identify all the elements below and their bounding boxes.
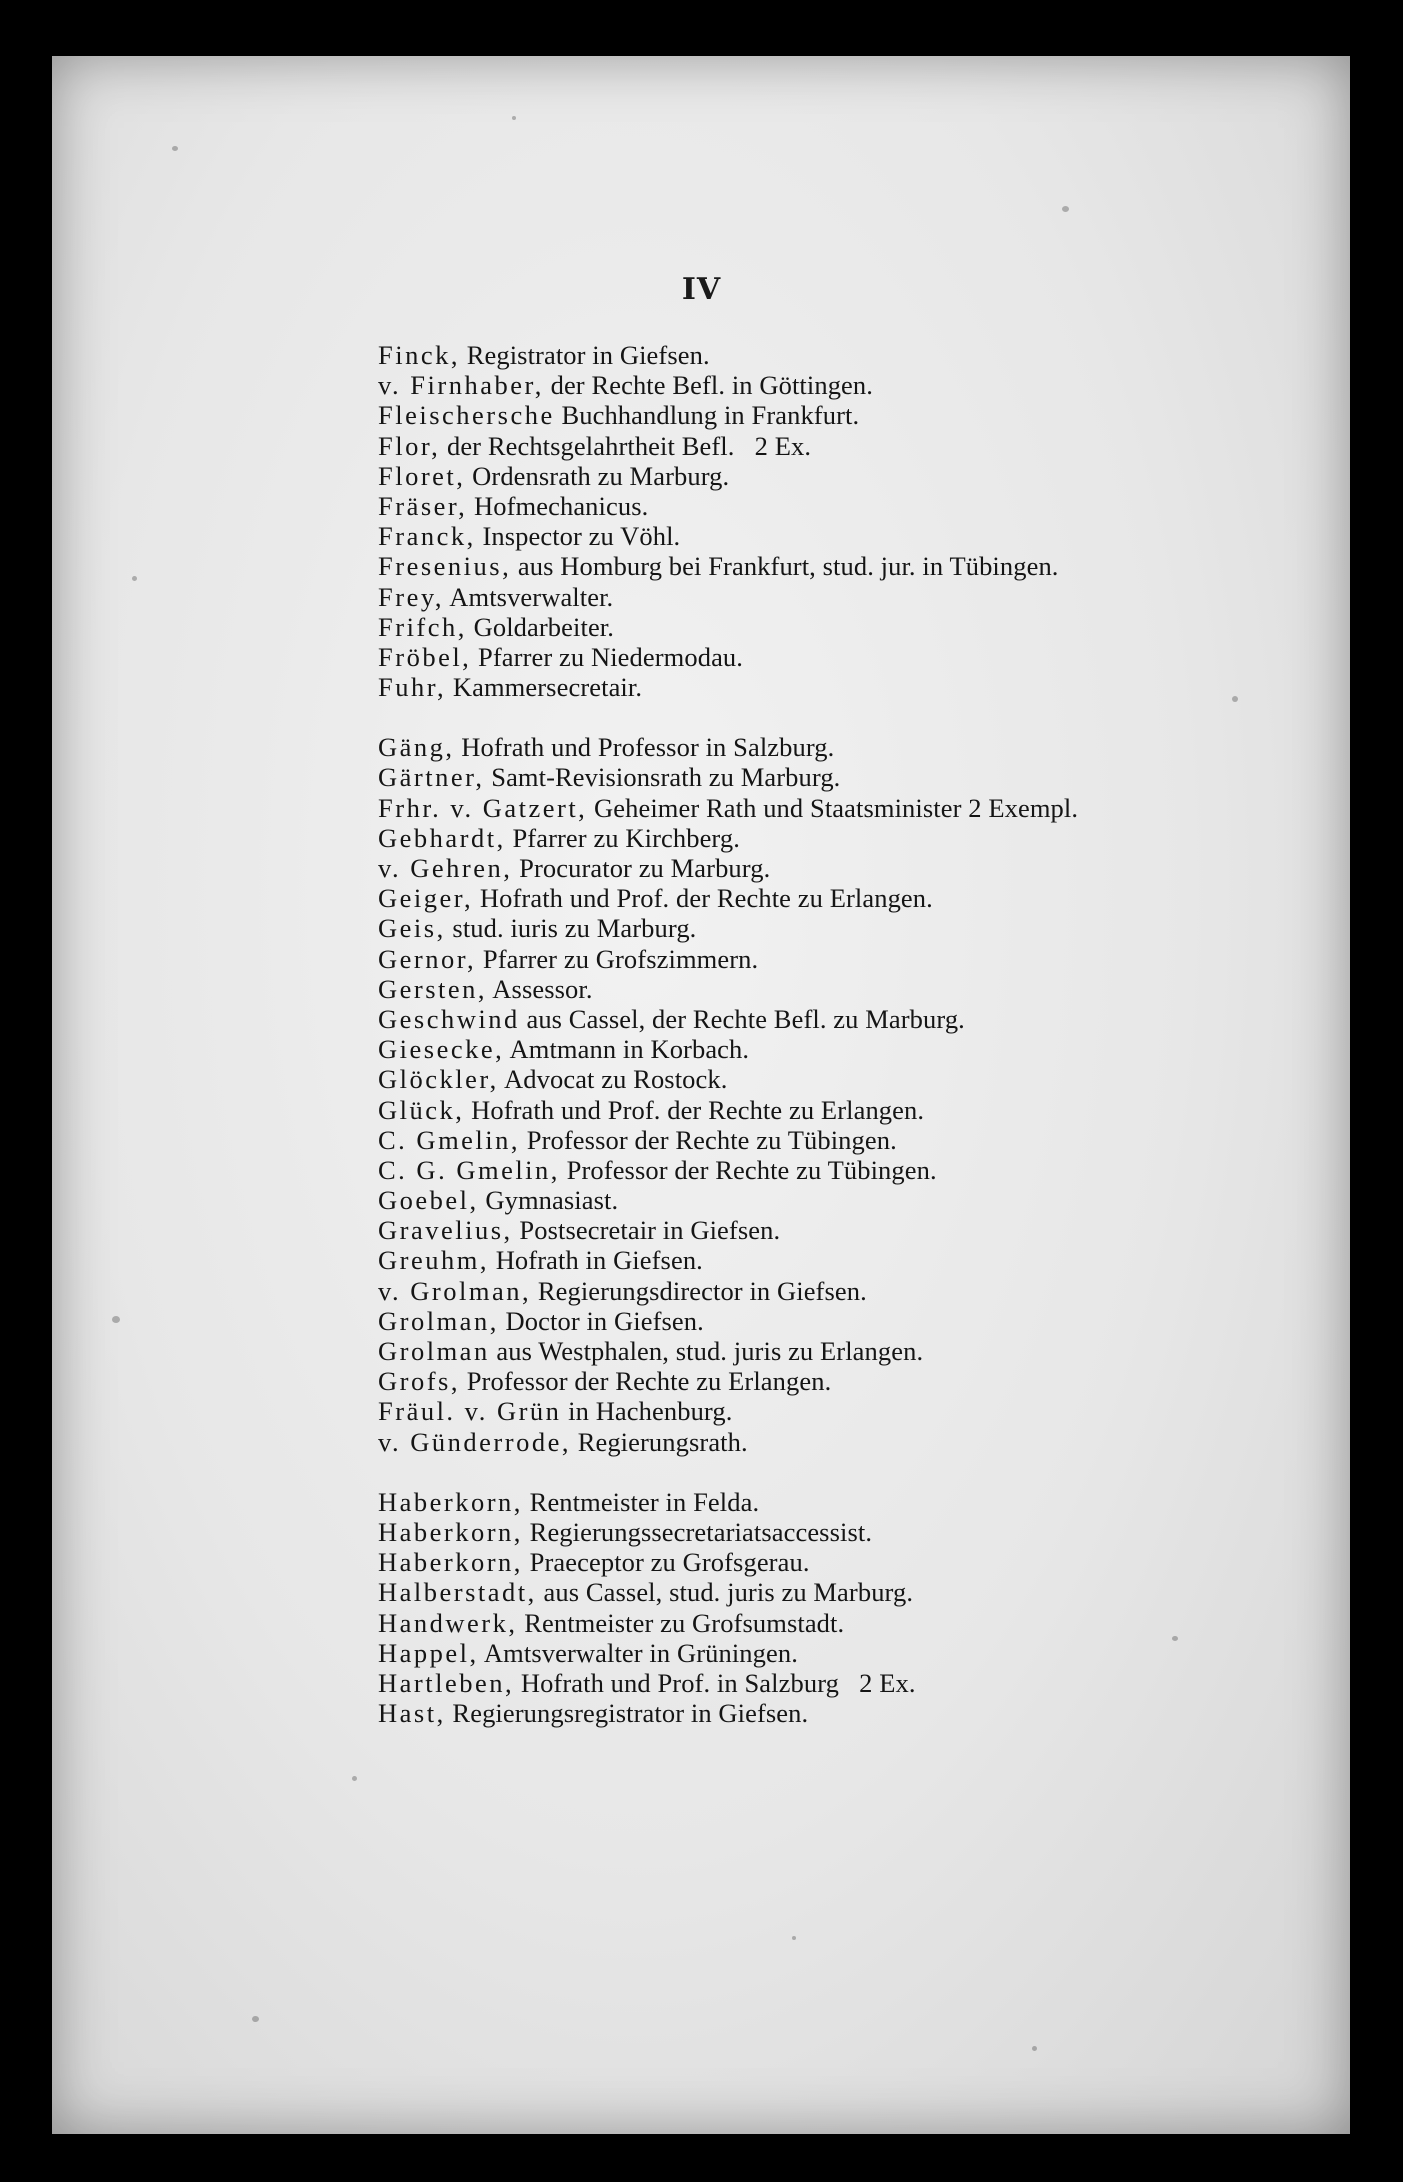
paper-speck (252, 2016, 259, 2022)
entry-name: v. Firnhaber, (378, 370, 544, 401)
entry-description: Hofmechanicus. (467, 490, 649, 521)
entry-description: in Hachenburg. (561, 1396, 733, 1427)
list-entry (378, 1064, 1338, 1094)
entry-description: Kammersecretair. (446, 672, 643, 703)
list-entry (378, 1004, 1338, 1034)
paper-speck (172, 146, 178, 151)
list-entry (378, 431, 1338, 461)
paper-speck (132, 576, 137, 581)
entry-description: Hofrath und Professor in Salzburg. (454, 732, 835, 763)
list-entry (378, 1427, 1338, 1457)
entry-description: Amtmann in Korbach. (504, 1034, 750, 1065)
list-entry (378, 1125, 1338, 1155)
entry-description: Regierungsregistrator in Giefsen. (445, 1698, 809, 1729)
entry-name: Fröbel, (378, 641, 472, 672)
paper-speck (792, 1936, 796, 1940)
entry-name: Grofs, (378, 1366, 460, 1397)
entry-description: Hofrath und Prof. der Rechte zu Erlangen. (464, 1094, 925, 1125)
list-entry (378, 1698, 1338, 1728)
entry-description: Procurator zu Marburg. (512, 853, 771, 883)
entry-description: Hofrath und Prof. in Salzburg 2 Ex. (514, 1667, 916, 1698)
entry-description: Amtsverwalter in Grüningen. (478, 1637, 798, 1668)
paper-speck (352, 1776, 357, 1781)
list-entry (378, 974, 1338, 1004)
entry-description: Regierungssecretariatsaccessist. (522, 1516, 873, 1547)
entry-description: Buchhandlung in Frankfurt. (554, 400, 860, 431)
entry-description: Professor der Rechte zu Tübingen. (520, 1124, 897, 1155)
entry-description: Hofrath und Prof. der Rechte zu Erlangen. (473, 883, 933, 914)
entry-name: Gravelius, (378, 1215, 513, 1246)
entry-name: Goebel, (378, 1185, 479, 1216)
entry-name: Gärtner, (378, 762, 485, 793)
list-entry (378, 762, 1338, 792)
entry-description: Doctor in Giefsen. (498, 1305, 704, 1336)
list-entry (378, 1034, 1338, 1064)
entry-description: Registrator in Giefsen. (460, 340, 710, 370)
entry-name: Hast, (378, 1698, 446, 1729)
entry-name: Fuhr, (378, 672, 447, 703)
entry-description: Regierungsdirector in Giefsen. (531, 1275, 867, 1306)
entry-name: v. Grolman, (378, 1275, 532, 1306)
entry-description: Ordensrath zu Marburg. (465, 460, 730, 491)
entry-description: Advocat zu Rostock. (498, 1064, 728, 1095)
entry-description: Inspector zu Vöhl. (475, 521, 681, 552)
entry-name: Haberkorn, (378, 1486, 523, 1517)
entry-name: Fräul. v. Grün (378, 1396, 562, 1427)
entry-description: Goldarbeiter. (466, 611, 614, 642)
list-entry (378, 1276, 1338, 1306)
entry-description: der Rechtsgelahrtheit Befl. 2 Ex. (440, 430, 812, 461)
entry-name: Gernor, (378, 943, 477, 974)
list-entry (378, 1215, 1338, 1245)
entry-description: Professor der Rechte zu Erlangen. (459, 1366, 832, 1397)
list-entry (378, 1366, 1338, 1396)
entry-name: Haberkorn, (378, 1516, 523, 1547)
entry-name: Grolman, (378, 1305, 499, 1336)
entry-name: C. Gmelin, (378, 1124, 521, 1155)
paper-speck (1032, 2046, 1037, 2051)
paper-speck (1062, 206, 1069, 212)
entry-description: Pfarrer zu Kirchberg. (505, 822, 740, 853)
list-entry (378, 582, 1338, 612)
list-entry (378, 1245, 1338, 1275)
entry-name: v. Gehren, (378, 853, 513, 883)
page-number: IV (681, 272, 722, 307)
entry-description: stud. iuris zu Marburg. (445, 913, 697, 944)
entry-name: Flor, (378, 430, 441, 461)
entry-description: Amtsverwalter. (443, 581, 614, 612)
entry-description: Assessor. (487, 973, 593, 1004)
list-entry (378, 400, 1338, 430)
entry-name: Gersten, (378, 973, 488, 1004)
list-entry (378, 521, 1338, 551)
list-entry (378, 1095, 1338, 1125)
list-entry (378, 461, 1338, 491)
entry-description: aus Homburg bei Frankfurt, stud. jur. in Tübingen. (511, 551, 1059, 582)
entry-name: Geschwind (378, 1003, 520, 1034)
list-entry (378, 370, 1338, 400)
list-entry (378, 823, 1338, 853)
entry-description: Pfarrer zu Niedermodau. (471, 641, 744, 672)
list-entry (378, 642, 1338, 672)
entry-description: Professor der Rechte zu Tübingen. (559, 1154, 937, 1185)
list-entry (378, 1668, 1338, 1698)
entry-name: Geiger, (378, 883, 474, 914)
entry-name: Glück, (378, 1094, 465, 1125)
entry-description: Rentmeister in Felda. (522, 1486, 760, 1517)
list-entry (378, 1608, 1338, 1638)
entry-description: aus Cassel, der Rechte Befl. zu Marburg. (519, 1003, 965, 1034)
entry-description: Praeceptor zu Grofsgerau. (522, 1547, 810, 1578)
entry-name: Grolman (378, 1336, 490, 1366)
list-entry (378, 1487, 1338, 1517)
list-entry (378, 1336, 1338, 1366)
list-entry (378, 1577, 1338, 1607)
entry-name: Fresenius, (378, 551, 512, 582)
paper-speck (112, 1316, 120, 1323)
list-entry (378, 1638, 1338, 1668)
list-entry (378, 672, 1338, 702)
list-entry (378, 1517, 1338, 1547)
entry-name: Giesecke, (378, 1034, 505, 1065)
list-entry (378, 1547, 1338, 1577)
entry-name: Halberstadt, (378, 1577, 537, 1608)
entry-description: Postsecretair in Giefsen. (512, 1215, 781, 1246)
paper-speck (512, 116, 516, 120)
list-entry (378, 1306, 1338, 1336)
entry-name: Frifch, (378, 611, 467, 642)
entry-name: Fräser, (378, 490, 468, 521)
entry-description: Gymnasiast. (478, 1185, 619, 1216)
entry-name: Hartleben, (378, 1667, 515, 1698)
entry-description: Hofrath in Giefsen. (488, 1245, 703, 1276)
entry-name: Glöckler, (378, 1064, 499, 1095)
entry-name: Finck, (378, 340, 460, 370)
list-entry (378, 1185, 1338, 1215)
entry-name: Haberkorn, (378, 1547, 523, 1578)
entry-name: Floret, (378, 460, 466, 491)
entry-name: Geis, (378, 913, 446, 944)
list-entry (378, 1155, 1338, 1185)
entry-name: Franck, (378, 521, 476, 552)
list-entry (378, 793, 1338, 823)
list-entry (378, 612, 1338, 642)
entry-description: Samt-Revisionsrath zu Marburg. (484, 762, 841, 793)
entry-name: C. G. Gmelin, (378, 1154, 560, 1185)
entry-name: Fleischersche (378, 400, 555, 431)
list-entry (378, 853, 1338, 883)
entry-description: aus Westphalen, stud. juris zu Erlangen. (489, 1336, 924, 1366)
entry-description: Pfarrer zu Grofszimmern. (476, 943, 759, 974)
list-entry (378, 1396, 1338, 1426)
entry-name: Frey, (378, 581, 444, 612)
entry-description: Geheimer Rath und Staatsminister 2 Exempl. (587, 792, 1079, 823)
list-entry (378, 732, 1338, 762)
entry-description: Rentmeister zu Grofsumstadt. (517, 1607, 845, 1638)
entry-name: Gebhardt, (378, 822, 506, 853)
entry-name: v. Günderrode, (378, 1426, 571, 1457)
list-entry (378, 883, 1338, 913)
list-entry (378, 913, 1338, 943)
entry-description: der Rechte Befl. in Göttingen. (543, 370, 873, 401)
entry-name: Frhr. v. Gatzert, (378, 792, 588, 823)
list-entry (378, 340, 1338, 370)
subscriber-list (378, 340, 1338, 1728)
list-entry (378, 944, 1338, 974)
entry-name: Greuhm, (378, 1245, 489, 1276)
entry-name: Gäng, (378, 732, 455, 763)
entry-name: Handwerk, (378, 1607, 518, 1638)
entry-description: Regierungsrath. (570, 1426, 748, 1457)
list-entry (378, 491, 1338, 521)
entry-name: Happel, (378, 1637, 479, 1668)
entry-description: aus Cassel, stud. juris zu Marburg. (536, 1577, 914, 1608)
list-entry (378, 551, 1338, 581)
